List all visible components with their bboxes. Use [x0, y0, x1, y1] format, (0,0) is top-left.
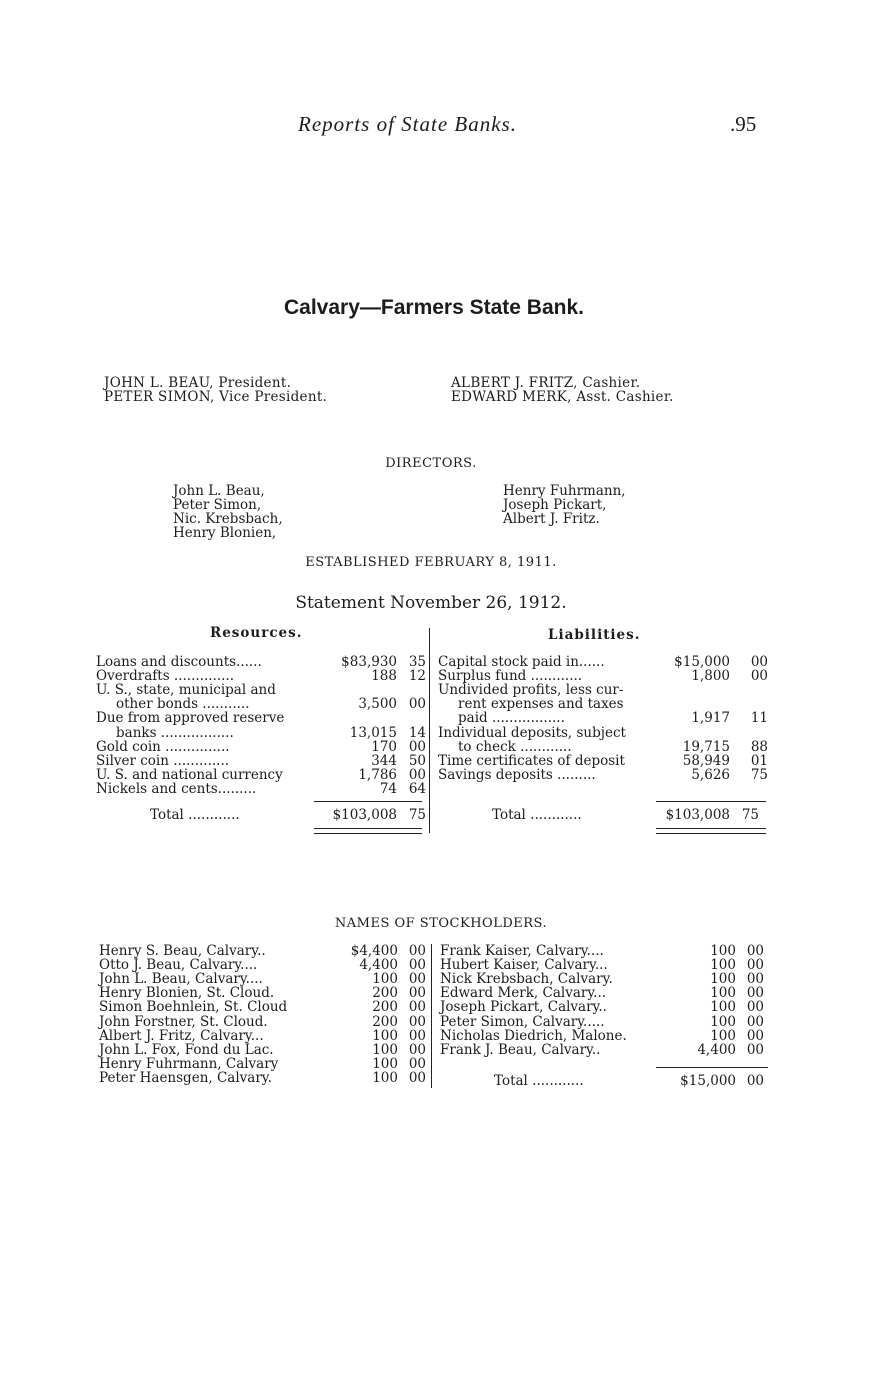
resource-label: banks .................	[116, 724, 234, 741]
amount: 74	[379, 780, 397, 797]
amount: 100	[710, 1013, 736, 1030]
amount: 100	[710, 1027, 736, 1044]
amount: 170	[371, 738, 397, 755]
liability-row	[438, 697, 768, 711]
liabilities-heading: Liabilities.	[548, 627, 641, 643]
total-amount: $103,008	[332, 807, 397, 823]
liability-row	[438, 655, 768, 669]
cents: 00	[746, 999, 764, 1016]
amount: 19,715	[682, 738, 730, 755]
stockholders-column-divider	[431, 944, 432, 1088]
resource-label: Loans and discounts......	[96, 654, 262, 670]
amount: 1,800	[691, 668, 730, 685]
stockholders-total-row	[440, 1074, 770, 1088]
stockholder-row	[440, 1015, 770, 1029]
officers-right	[451, 376, 674, 404]
resources-total-row	[96, 808, 426, 822]
amount: 100	[710, 985, 736, 1002]
amount: 13,015	[349, 724, 397, 741]
liability-row	[438, 768, 768, 782]
cents: 00	[746, 985, 764, 1002]
stockholder-name: Henry S. Beau, Calvary..	[99, 943, 266, 959]
liability-label: to check ............	[458, 738, 572, 755]
page-number: .95	[730, 112, 757, 136]
cents: 14	[408, 724, 426, 741]
stockholder-row	[99, 972, 429, 986]
liability-label: rent expenses and taxes	[458, 696, 624, 713]
stockholder-row	[440, 1043, 770, 1057]
resource-label: Overdrafts ..............	[96, 668, 234, 685]
amount: 344	[371, 752, 397, 769]
stockholders-right-list	[440, 944, 770, 1094]
total-rule	[656, 801, 766, 802]
resource-row	[96, 655, 426, 669]
stockholder-row	[440, 1000, 770, 1014]
officers-left	[104, 376, 327, 404]
double-rule	[314, 828, 422, 834]
resources-table	[96, 655, 426, 835]
amount: 1,786	[358, 766, 397, 783]
amount: 100	[710, 999, 736, 1016]
total-cents: 00	[746, 1073, 764, 1089]
stockholder-row	[99, 1071, 429, 1085]
amount: 4,400	[359, 957, 398, 974]
stockholder-row	[99, 1057, 429, 1071]
director-name: Albert J. Fritz.	[503, 511, 600, 527]
cents: 00	[746, 943, 764, 959]
officer-cashier: ALBERT J. FRITZ, Cashier.	[451, 375, 641, 391]
amount: 1,917	[691, 710, 730, 727]
cents: 00	[408, 957, 426, 974]
total-cents: 75	[408, 807, 426, 823]
cents: 75	[750, 766, 768, 783]
resource-label: Silver coin .............	[96, 752, 230, 769]
stockholder-name: Simon Boehnlein, St. Cloud	[99, 999, 288, 1016]
cents: 01	[750, 752, 768, 769]
liability-label: Capital stock paid in......	[438, 654, 605, 670]
cents: 00	[750, 654, 768, 670]
cents: 00	[408, 999, 426, 1016]
resource-row	[96, 669, 426, 683]
stockholder-name: Joseph Pickart, Calvary..	[440, 999, 607, 1016]
amount: 100	[710, 943, 736, 959]
cents: 00	[746, 971, 764, 988]
liability-row	[438, 726, 768, 740]
stockholder-row	[99, 986, 429, 1000]
cents: 00	[746, 1041, 764, 1058]
amount: 5,626	[691, 766, 730, 783]
liability-label: Surplus fund ............	[438, 668, 583, 685]
stockholder-row	[440, 1029, 770, 1043]
cents: 00	[408, 1013, 426, 1030]
stockholder-row	[99, 1000, 429, 1014]
amount: 100	[372, 1041, 398, 1058]
cents: 12	[408, 668, 426, 685]
amount: 58,949	[682, 752, 730, 769]
amount: 4,400	[697, 1041, 736, 1058]
amount: 200	[372, 1013, 398, 1030]
statement-title: Statement November 26, 1912.	[295, 593, 567, 613]
amount: 100	[710, 971, 736, 988]
resource-label: other bonds ...........	[116, 696, 250, 713]
director-name: Nic. Krebsbach,	[173, 511, 283, 527]
stockholder-name: Otto J. Beau, Calvary....	[99, 957, 258, 974]
amount: $83,930	[341, 654, 397, 670]
cents: 00	[750, 668, 768, 685]
total-amount: $103,008	[665, 807, 730, 823]
stockholder-name: Albert J. Fritz, Calvary...	[99, 1027, 264, 1044]
stockholder-name: Edward Merk, Calvary...	[440, 985, 607, 1002]
directors-left	[173, 484, 283, 540]
cents: 00	[408, 1041, 426, 1058]
stockholder-row	[99, 1029, 429, 1043]
cents: 00	[408, 766, 426, 783]
stockholder-name: Peter Simon, Calvary.....	[440, 1013, 605, 1030]
bank-title: Calvary—Farmers State Bank.	[284, 296, 584, 319]
stockholder-row	[99, 1015, 429, 1029]
resource-label: U. S., state, municipal and	[96, 682, 276, 699]
amount: 200	[372, 985, 398, 1002]
total-label: Total ............	[150, 807, 240, 823]
stockholder-name: Frank J. Beau, Calvary..	[440, 1041, 601, 1058]
stockholder-name: Henry Fuhrmann, Calvary	[99, 1055, 279, 1072]
stockholder-row	[99, 1043, 429, 1057]
amount: 100	[372, 971, 398, 988]
stockholder-row	[440, 944, 770, 958]
amount: 188	[371, 668, 397, 685]
established-line: ESTABLISHED FEBRUARY 8, 1911.	[305, 555, 557, 570]
cents: 00	[746, 1013, 764, 1030]
stockholder-name: Peter Haensgen, Calvary.	[99, 1069, 272, 1086]
resource-row	[96, 754, 426, 768]
resource-label: Due from approved reserve	[96, 710, 285, 727]
stockholder-name: John L. Fox, Fond du Lac.	[99, 1041, 274, 1058]
stockholder-row	[99, 944, 429, 958]
cents: 00	[408, 1069, 426, 1086]
amount: $15,000	[674, 654, 730, 670]
director-name: Henry Blonien,	[173, 525, 277, 541]
directors-heading: DIRECTORS.	[385, 456, 477, 471]
stockholder-row	[440, 972, 770, 986]
amount: 200	[372, 999, 398, 1016]
resource-row	[96, 726, 426, 740]
officer-asst-cashier: EDWARD MERK, Asst. Cashier.	[451, 389, 674, 405]
director-name: John L. Beau,	[173, 483, 265, 499]
liability-row	[438, 683, 768, 697]
resource-row	[96, 740, 426, 754]
cents: 00	[408, 696, 426, 713]
stockholder-row	[440, 958, 770, 972]
liability-row	[438, 711, 768, 725]
total-rule	[656, 1067, 768, 1068]
stockholder-name: Nicholas Diedrich, Malone.	[440, 1027, 627, 1044]
resource-row	[96, 711, 426, 725]
cents: 64	[408, 780, 426, 797]
director-name: Peter Simon,	[173, 497, 262, 513]
director-name: Henry Fuhrmann,	[503, 483, 626, 499]
cents: 11	[750, 710, 768, 727]
double-rule	[656, 828, 766, 834]
stockholder-name: John L. Beau, Calvary....	[99, 971, 263, 988]
cents: 00	[408, 971, 426, 988]
amount: 100	[372, 1069, 398, 1086]
stockholder-name: Hubert Kaiser, Calvary...	[440, 957, 608, 974]
cents: 00	[746, 1027, 764, 1044]
amount: 100	[372, 1027, 398, 1044]
resource-row	[96, 782, 426, 796]
officer-president: JOHN L. BEAU, President.	[104, 375, 292, 391]
cents: 00	[746, 957, 764, 974]
director-name: Joseph Pickart,	[503, 497, 607, 513]
cents: 50	[408, 752, 426, 769]
amount: 100	[372, 1055, 398, 1072]
cents: 00	[408, 738, 426, 755]
liability-label: Time certificates of deposit	[438, 752, 625, 769]
resource-row	[96, 683, 426, 697]
cents: 00	[408, 1055, 426, 1072]
stockholders-heading: NAMES OF STOCKHOLDERS.	[334, 916, 548, 931]
resource-label: Gold coin ...............	[96, 738, 230, 755]
total-amount: $15,000	[680, 1073, 736, 1089]
stockholder-row	[99, 958, 429, 972]
officer-vice-president: PETER SIMON, Vice President.	[104, 389, 328, 405]
statement-column-divider	[429, 628, 430, 833]
cents: 88	[750, 738, 768, 755]
liabilities-table	[438, 655, 768, 835]
stockholder-row	[440, 986, 770, 1000]
stockholder-name: Nick Krebsbach, Calvary.	[440, 971, 613, 988]
resource-row	[96, 697, 426, 711]
cents: 00	[408, 943, 426, 959]
liability-label: Savings deposits .........	[438, 766, 596, 783]
stockholder-name: Henry Blonien, St. Cloud.	[99, 985, 275, 1002]
total-cents: 75	[741, 807, 759, 823]
resource-row	[96, 768, 426, 782]
stockholders-left-list	[99, 944, 429, 1094]
liability-row	[438, 754, 768, 768]
resources-heading: Resources.	[210, 625, 303, 641]
liability-label: paid .................	[458, 710, 565, 727]
liability-label: Individual deposits, subject	[438, 724, 626, 741]
amount: 100	[710, 957, 736, 974]
directors-right	[503, 484, 626, 526]
total-rule	[314, 801, 422, 802]
stockholder-name: John Forstner, St. Cloud.	[99, 1013, 268, 1030]
cents: 35	[408, 654, 426, 670]
liabilities-total-row	[438, 808, 768, 822]
liability-row	[438, 740, 768, 754]
total-label: Total ............	[492, 807, 582, 823]
stockholder-name: Frank Kaiser, Calvary....	[440, 943, 604, 959]
cents: 00	[408, 1027, 426, 1044]
liability-label: Undivided profits, less cur-	[438, 682, 624, 699]
resource-label: Nickels and cents.........	[96, 780, 257, 797]
amount: $4,400	[350, 943, 398, 959]
total-label: Total ............	[494, 1073, 584, 1089]
running-title: Reports of State Banks.	[298, 112, 517, 136]
cents: 00	[408, 985, 426, 1002]
liability-row	[438, 669, 768, 683]
amount: 3,500	[358, 696, 397, 713]
resource-label: U. S. and national currency	[96, 766, 283, 783]
